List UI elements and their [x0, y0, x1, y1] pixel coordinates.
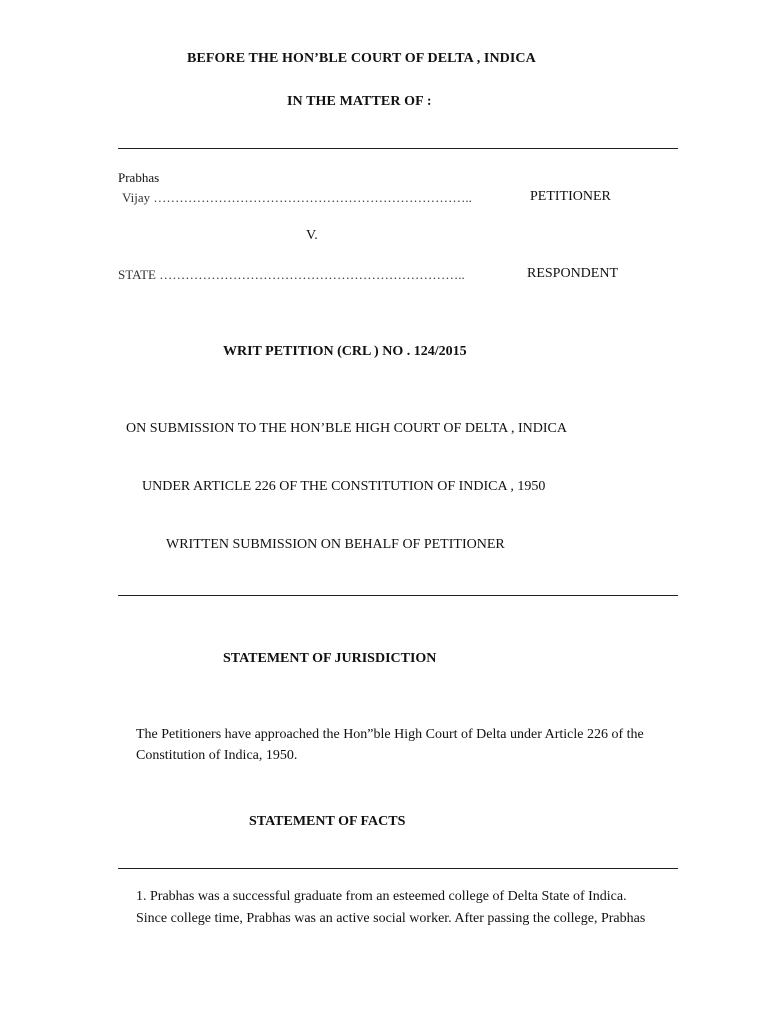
submission-line: ON SUBMISSION TO THE HON’BLE HIGH COURT OF DELTA , INDICA: [126, 421, 568, 436]
jurisdiction-line-2: Constitution of Indica, 1950.: [136, 748, 298, 763]
divider-middle: [118, 595, 678, 596]
petitioner-name-line2: Vijay ………………………………………………………………..: [122, 190, 472, 205]
petitioner-name-line1: Prabhas: [118, 170, 160, 185]
written-submission-line: WRITTEN SUBMISSION ON BEHALF OF PETITIONER: [166, 537, 505, 552]
jurisdiction-heading: STATEMENT OF JURISDICTION: [223, 651, 437, 666]
jurisdiction-line-1: The Petitioners have approached the Hon”ble High Court of Delta under Article 226 of the: [136, 727, 644, 742]
article-line: UNDER ARTICLE 226 OF THE CONSTITUTION OF INDICA , 1950: [142, 479, 546, 494]
court-title: BEFORE THE HON’BLE COURT OF DELTA , INDICA: [187, 51, 536, 66]
divider-facts: [118, 868, 678, 869]
versus-label: V.: [306, 228, 318, 243]
facts-heading: STATEMENT OF FACTS: [249, 814, 406, 829]
respondent-name: STATE ……………………………………………………………..: [118, 267, 465, 282]
facts-line-1: 1. Prabhas was a successful graduate from an esteemed college of Delta State of Indica.: [136, 889, 627, 904]
respondent-label: RESPONDENT: [527, 266, 619, 281]
petition-number: WRIT PETITION (CRL ) NO . 124/2015: [223, 344, 467, 359]
facts-paragraph: [136, 886, 645, 930]
matter-of-heading: IN THE MATTER OF :: [287, 94, 432, 109]
facts-line-2: Since college time, Prabhas was an active social worker. After passing the college, Prabhas: [136, 911, 646, 926]
jurisdiction-paragraph: [136, 724, 644, 766]
divider-top: [118, 148, 678, 149]
petitioner-label: PETITIONER: [530, 189, 611, 204]
